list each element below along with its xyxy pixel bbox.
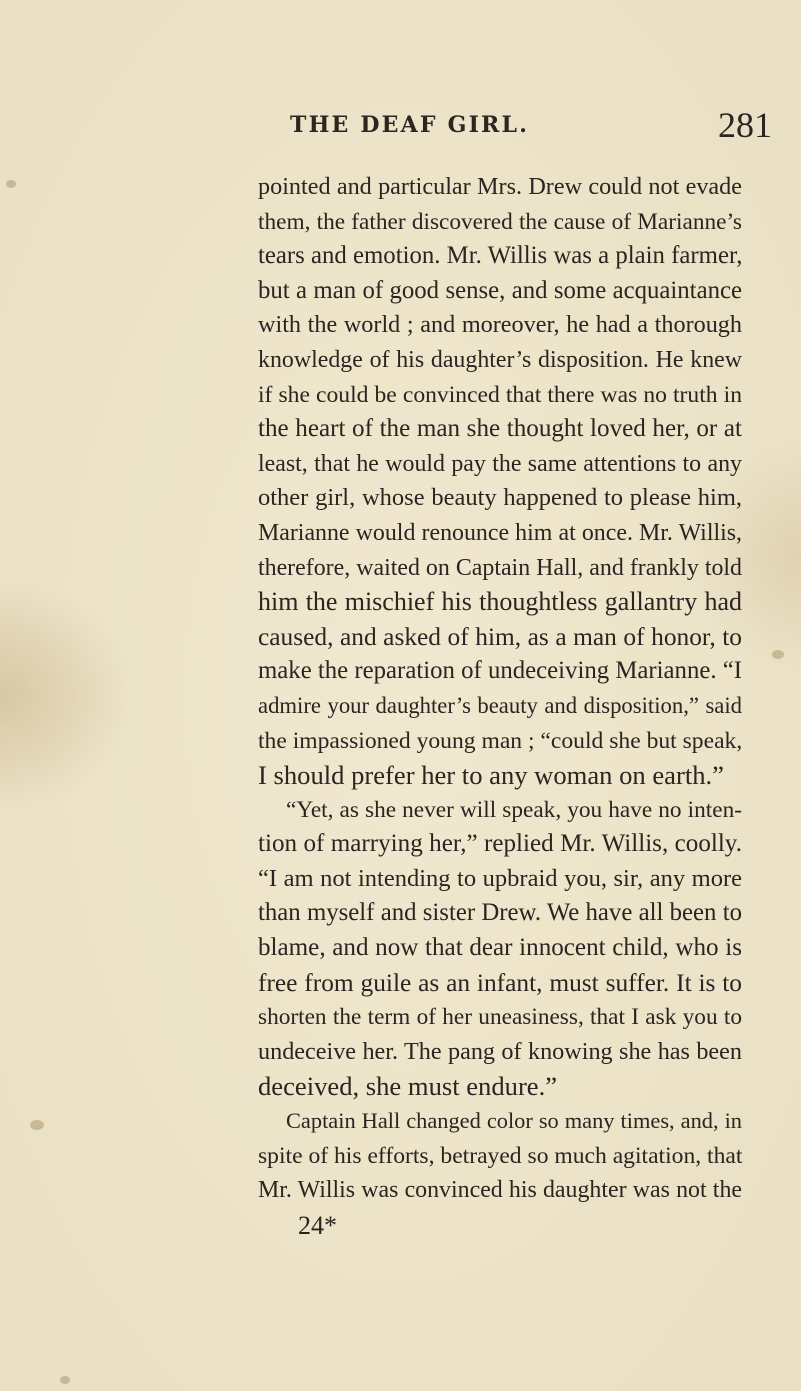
text-line: deceived, she must endure.” — [258, 1071, 558, 1102]
text-line: him the mischief his thoughtless gallantry had — [258, 587, 742, 617]
body-text — [258, 170, 742, 1208]
text-line: undeceive her. The pang of knowing she has been — [258, 1037, 742, 1065]
foxing-spot — [60, 1376, 70, 1384]
text-line: least, that he would pay the same attentions to any — [258, 450, 742, 477]
paragraph — [258, 1104, 742, 1208]
text-line: them, the father discovered the cause of Marianne’s — [258, 208, 742, 235]
text-line: tears and emotion. Mr. Willis was a plain farmer, — [258, 242, 743, 270]
foxing-spot — [30, 1120, 44, 1130]
text-line: if she could be convinced that there was no truth in — [258, 381, 742, 408]
page-number: 281 — [718, 105, 772, 145]
text-line: free from guile as an infant, must suffer. It is to — [258, 968, 742, 997]
text-line: knowledge of his daughter’s disposition. He knew — [258, 346, 742, 373]
running-title: THE DEAF GIRL. — [290, 112, 530, 138]
paragraph — [258, 793, 742, 1104]
paragraph — [258, 170, 742, 793]
text-line: the heart of the man she thought loved her, or at — [258, 415, 742, 443]
text-line: Captain Hall changed color so many times, and, in — [286, 1108, 742, 1134]
text-line: tion of marrying her,” replied Mr. Willis, coolly. — [258, 830, 742, 858]
text-line: than myself and sister Drew. We have all been to — [258, 899, 742, 927]
text-line: pointed and particular Mrs. Drew could not evade — [258, 173, 742, 200]
signature-mark: 24* — [298, 1211, 337, 1240]
foxing-spot — [772, 650, 784, 659]
text-line: make the reparation of undeceiving Marianne. “I — [258, 657, 743, 685]
text-line: “I am not intending to upbraid you, sir, any more — [258, 864, 742, 892]
text-line: therefore, waited on Captain Hall, and frankly told — [258, 554, 742, 581]
foxing-spot — [6, 180, 16, 188]
text-line: admire your daughter’s beauty and disposition,” said — [258, 692, 742, 718]
text-line: I should prefer her to any woman on earth.” — [258, 760, 724, 791]
text-line: spite of his efforts, betrayed so much agitation, that — [258, 1142, 743, 1169]
text-line: with the world ; and moreover, he had a thorough — [258, 311, 742, 339]
text-line: Marianne would renounce him at once. Mr. Willis, — [258, 519, 742, 546]
text-line: Mr. Willis was convinced his daughter was not the — [258, 1177, 742, 1204]
text-line: “Yet, as she never will speak, you have no inten- — [286, 796, 742, 823]
text-line: shorten the term of her uneasiness, that I ask you to — [258, 1004, 742, 1031]
running-head — [258, 106, 788, 146]
text-line: the impassioned young man ; “could she but speak, — [258, 727, 743, 754]
text-line: other girl, whose beauty happened to please him, — [258, 484, 742, 512]
text-line: blame, and now that dear innocent child, who is — [258, 934, 742, 962]
text-line: caused, and asked of him, as a man of honor, to — [258, 622, 742, 651]
text-line: but a man of good sense, and some acquaintance — [258, 276, 742, 304]
